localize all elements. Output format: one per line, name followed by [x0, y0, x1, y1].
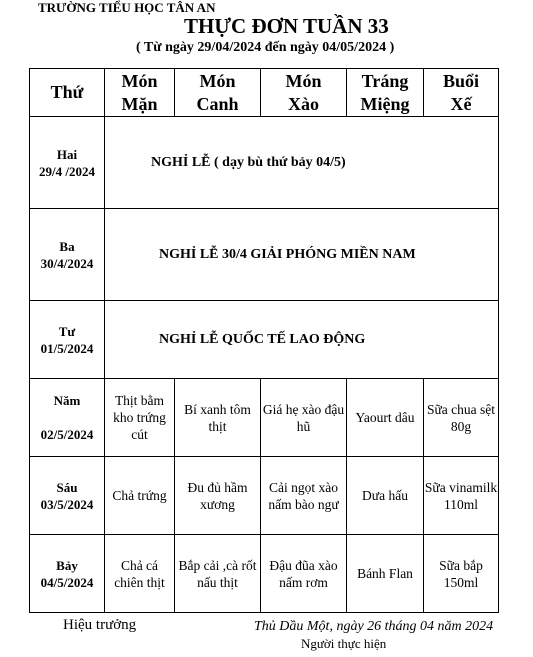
dish-cell: Dưa hấu	[347, 457, 424, 535]
holiday-note: NGHỈ LỄ QUỐC TẾ LAO ĐỘNG	[105, 301, 499, 379]
table-row	[30, 209, 499, 301]
table-row	[30, 457, 499, 535]
day-cell: Tư 01/5/2024	[30, 301, 105, 379]
header-trang-mieng: Tráng Miệng	[347, 69, 424, 117]
dish-cell: Sữa chua sệt 80g	[424, 379, 499, 457]
dish-cell: Sữa bắp 150ml	[424, 535, 499, 613]
holiday-note: NGHỈ LỄ 30/4 GIẢI PHÓNG MIỀN NAM	[105, 209, 499, 301]
table-row	[30, 379, 499, 457]
header-thu: Thứ	[30, 69, 105, 117]
dish-cell: Bí xanh tôm thịt	[175, 379, 261, 457]
holiday-note: NGHỈ LỄ ( dạy bù thứ bảy 04/5)	[105, 117, 499, 209]
day-cell: Bảy 04/5/2024	[30, 535, 105, 613]
dish-cell: Yaourt dâu	[347, 379, 424, 457]
place-and-date: Thủ Dầu Một, ngày 26 tháng 04 năm 2024	[254, 619, 494, 634]
dish-cell: Cải ngọt xào nấm bào ngư	[261, 457, 347, 535]
maker-signature-label: Người thực hiện	[301, 636, 387, 651]
header-buoi-xe: Buổi Xế	[424, 69, 499, 117]
header-mon-man: Món Mặn	[105, 69, 175, 117]
day-cell: Ba 30/4/2024	[30, 209, 105, 301]
table-row	[30, 117, 499, 209]
header-mon-canh: Món Canh	[175, 69, 261, 117]
day-cell: Năm 02/5/2024	[30, 379, 105, 457]
dish-cell: Đu đủ hầm xương	[175, 457, 261, 535]
dish-cell: Thịt bằm kho trứng cút	[105, 379, 175, 457]
dish-cell: Đậu đũa xào nấm rơm	[261, 535, 347, 613]
dish-cell: Sữa vinamilk 110ml	[424, 457, 499, 535]
dish-cell: Chả trứng	[105, 457, 175, 535]
table-row	[30, 301, 499, 379]
table-row	[30, 535, 499, 613]
dish-cell: Giá hẹ xào đậu hũ	[261, 379, 347, 457]
school-name: TRƯỜNG TIỂU HỌC TÂN AN	[38, 0, 216, 15]
header-mon-xao: Món Xào	[261, 69, 347, 117]
menu-title: THỰC ĐƠN TUẦN 33	[184, 14, 389, 38]
day-cell: Hai 29/4 /2024	[30, 117, 105, 209]
weekly-menu-table	[29, 68, 499, 613]
date-range: ( Từ ngày 29/04/2024 đến ngày 04/05/2024 )	[136, 40, 395, 55]
day-cell: Sáu 03/5/2024	[30, 457, 105, 535]
principal-signature-label: Hiệu trưởng	[63, 617, 137, 633]
dish-cell: Bắp cải ,cà rốt nấu thịt	[175, 535, 261, 613]
dish-cell: Bánh Flan	[347, 535, 424, 613]
dish-cell: Chả cá chiên thịt	[105, 535, 175, 613]
table-header-row	[30, 69, 499, 117]
